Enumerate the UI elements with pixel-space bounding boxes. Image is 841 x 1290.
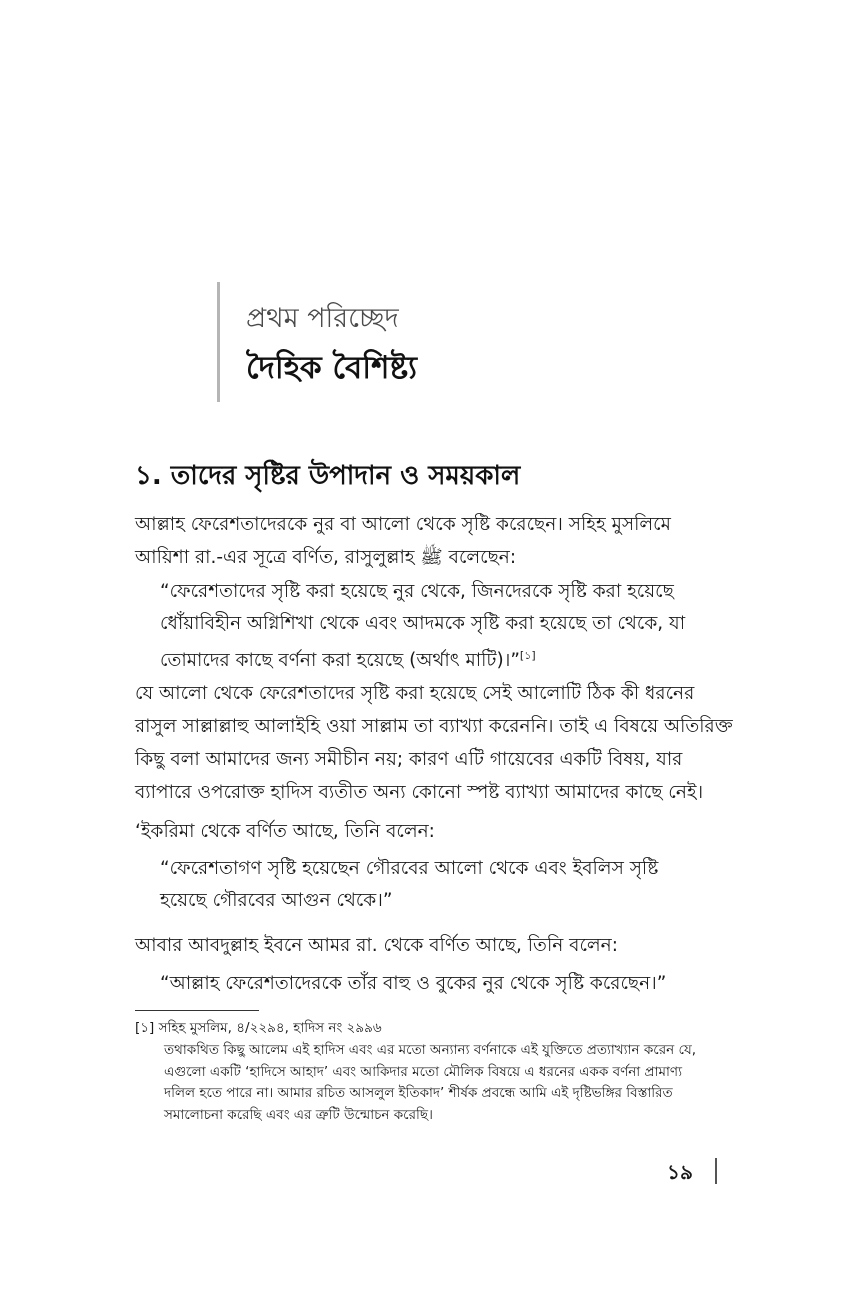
page-number-rule	[715, 1158, 717, 1184]
quote-line: “ফেরেশতাদের সৃষ্টি করা হয়েছে নুর থেকে, জিনদেরকে সৃষ্টি করা হয়েছে	[160, 581, 674, 602]
footnote-citation: [১] সহিহ মুসলিম, ৪/২২৯৪, হাদিস নং ২৯৯৬	[135, 1020, 382, 1036]
quote-line: তোমাদের কাছে বর্ণনা করা হয়েছে (অর্থাৎ মাটি)।”	[160, 650, 520, 672]
quote-line: হয়েছে গৌরবের আগুন থেকে।”	[160, 890, 393, 911]
section-heading: ১. তাদের সৃষ্টির উপাদান ও সময়কাল	[135, 461, 521, 491]
body-line: আবার আবদুল্লাহ ইবনে আমর রা. থেকে বর্ণিত আছে, তিনি বলেন:	[135, 935, 618, 956]
quote-line: ধোঁয়াবিহীন অগ্নিশিখা থেকে এবং আদমকে সৃষ্টি করা হয়েছে তা থেকে, যা	[160, 613, 686, 634]
body-line: যে আলো থেকে ফেরেশতাদের সৃষ্টি করা হয়েছে সেই আলোটি ঠিক কী ধরনের	[135, 683, 695, 704]
body-line: রাসুল সাল্লাল্লাহু আলাইহি ওয়া সাল্লাম তা ব্যাখ্যা করেননি। তাই এ বিষয়ে অতিরিক্ত	[135, 716, 733, 737]
footnote-divider	[135, 1010, 259, 1011]
chapter-divider-bar	[217, 282, 220, 402]
body-paragraph-2	[135, 677, 733, 809]
body-line: ব্যাপারে ওপরোক্ত হাদিস ব্যতীত অন্য কোনো স্পষ্ট ব্যাখ্যা আমাদের কাছে নেই।	[135, 782, 704, 803]
hadith-quote-3	[160, 968, 678, 1000]
body-line: আয়িশা রা.-এর সূত্রে বর্ণিত, রাসুলুল্লাহ ﷺ বলেছেন:	[135, 547, 517, 568]
footnote-text: তথাকথিত কিছু আলেম এই হাদিস এবং এর মতো অন্যান্য বর্ণনাকে এই যুক্তিতে প্রত্যাখ্যান করেন যে, এগুলো একটি ‘হাদিসে আহাদ’ এবং আকিদার মতো মৌলিক বিষয়ে এ ধরনের একক বর্ণনা প্রামাণ্য দলিল হতে পারে না। আমার রচিত আসলুল ইতিকাদ’ শীর্ষক প্রবন্ধে আমি এই দৃষ্টিভঙ্গির বিস্তারিত সমালোচনা করেছি এবং এর ত্রুটি উন্মোচন করেছি।	[164, 1042, 697, 1123]
quote-line-with-ref	[160, 640, 678, 677]
quote-line: “আল্লাহ ফেরেশতাদেরকে তাঁর বাহু ও বুকের নুর থেকে সৃষ্টি করেছেন।”	[160, 973, 667, 994]
quote-line: “ফেরেশতাগণ সৃষ্টি হয়েছেন গৌরবের আলো থেকে এবং ইবলিস সৃষ্টি	[160, 858, 659, 879]
body-paragraph-1	[135, 508, 711, 574]
hadith-quote-2	[160, 853, 678, 917]
hadith-quote-1	[160, 576, 686, 677]
chapter-label: প্রথম পরিচ্ছেদ	[246, 303, 399, 334]
body-line: কিছু বলা আমাদের জন্য সমীচীন নয়; কারণ এটি গায়েবের একটি বিষয়, যার	[135, 749, 683, 770]
body-paragraph-4	[135, 929, 711, 962]
page-number: ১৯	[667, 1160, 693, 1184]
body-paragraph-3	[135, 815, 711, 848]
body-line: আল্লাহ ফেরেশতাদেরকে নুর বা আলো থেকে সৃষ্টি করেছেন। সহিহ মুসলিমে	[135, 514, 671, 535]
chapter-title: দৈহিক বৈশিষ্ট্য	[246, 350, 418, 386]
footnote-reference[interactable]: [১]	[519, 649, 536, 662]
body-line: ‘ইকরিমা থেকে বর্ণিত আছে, তিনি বলেন:	[135, 821, 435, 842]
